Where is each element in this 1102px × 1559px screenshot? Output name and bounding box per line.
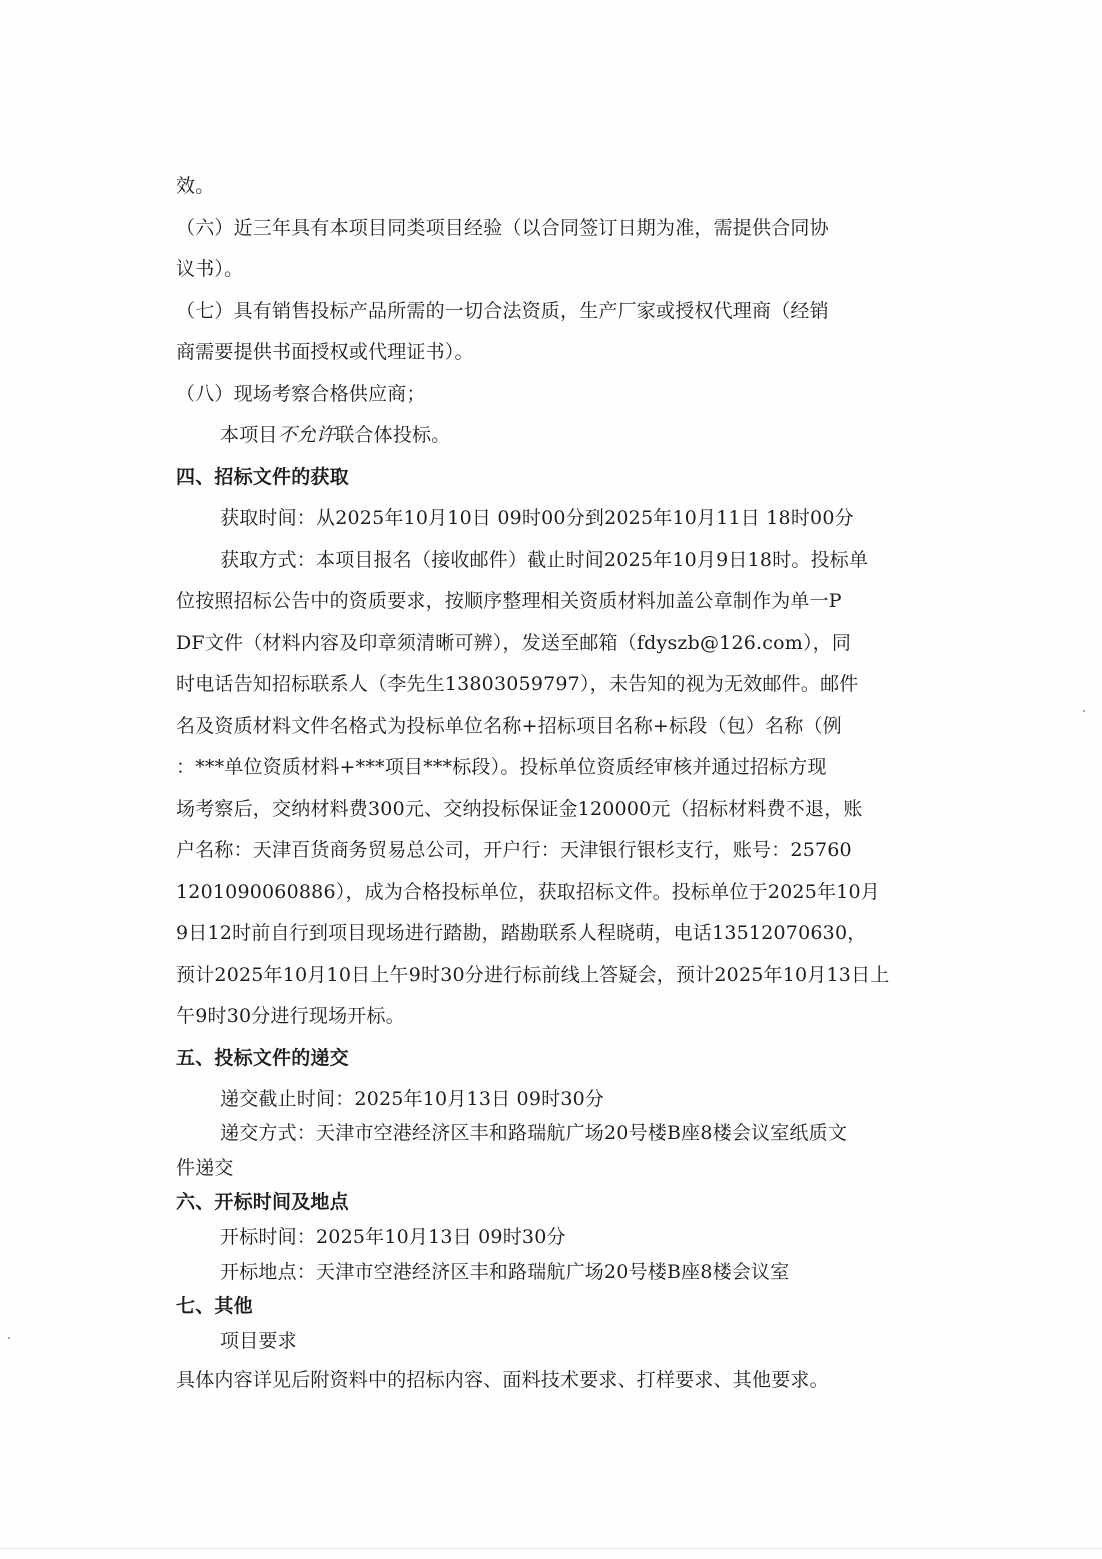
text-line: 递交方式：天津市空港经济区丰和路瑞航广场20号楼B座8楼会议室纸质文 [220, 1122, 848, 1144]
text-line: 商需要提供书面授权或代理证书）。 [176, 341, 474, 363]
section-heading-7: 七、其他 [176, 1295, 253, 1317]
text-line: 具体内容详见后附资料中的招标内容、面料技术要求、打样要求、其他要求。 [176, 1369, 829, 1391]
text-line: （六）近三年具有本项目同类项目经验（以合同签订日期为准，需提供合同协 [176, 217, 829, 239]
emphasis-text: 不允许 [277, 424, 336, 446]
text-line: 获取方式：本项目报名（接收邮件）截止时间2025年10月9日18时。投标单 [220, 549, 869, 571]
text-line: 件递交 [176, 1157, 234, 1179]
section-heading-5: 五、投标文件的递交 [176, 1047, 349, 1069]
text-line: 位按照招标公告中的资质要求，按顺序整理相关资质材料加盖公章制作为单一P [176, 590, 842, 612]
text-line: 项目要求 [220, 1330, 297, 1352]
text-line: 获取时间：从2025年10月10日 09时00分到2025年10月11日 18时00分 [220, 507, 854, 529]
text-line: 议书）。 [176, 258, 244, 280]
text-line: 时电话告知招标联系人（李先生13803059797），未告知的视为无效邮件。邮件 [176, 673, 859, 695]
scan-artifact-dot [1083, 710, 1085, 712]
text-line: 午9时30分进行现场开标。 [176, 1005, 405, 1027]
text-fragment: 联合体投标。 [335, 424, 451, 446]
text-line: 1201090060886），成为合格投标单位，获取招标文件。投标单位于2025年10月 [176, 881, 880, 903]
text-line: 开标时间：2025年10月13日 09时30分 [220, 1226, 566, 1248]
text-line: （七）具有销售投标产品所需的一切合法资质，生产厂家或授权代理商（经销 [176, 300, 829, 322]
text-line: 9日12时前自行到项目现场进行踏勘，踏勘联系人程晓萌，电话13512070630， [176, 922, 867, 944]
text-line: 效。 [176, 175, 215, 197]
text-fragment: 本项目 [220, 424, 278, 446]
scan-artifact-dot [8, 1337, 10, 1339]
section-heading-4: 四、招标文件的获取 [176, 466, 349, 488]
text-line: 名及资质材料文件名格式为投标单位名称+招标项目名称+标段（包）名称（例 [176, 715, 842, 737]
text-line: ：***单位资质材料+***项目***标段）。投标单位资质经审核并通过招标方现 [176, 756, 827, 778]
text-line: 户名称：天津百货商务贸易总公司，开户行：天津银行银杉支行，账号：25760 [176, 839, 852, 861]
text-line: 预计2025年10月10日上午9时30分进行标前线上答疑会，预计2025年10月13日上 [176, 964, 890, 986]
consortium-line [220, 423, 450, 447]
section-heading-6: 六、开标时间及地点 [176, 1191, 349, 1213]
text-line: 场考察后，交纳材料费300元、交纳投标保证金120000元（招标材料费不退，账 [176, 798, 863, 820]
scan-edge-line [0, 1548, 1102, 1549]
text-line: （八）现场考察合格供应商； [176, 383, 426, 405]
text-line: 开标地点：天津市空港经济区丰和路瑞航广场20号楼B座8楼会议室 [220, 1261, 790, 1283]
text-line: DF文件（材料内容及印章须清晰可辨），发送至邮箱（fdyszb@126.com），同 [176, 632, 852, 654]
text-line: 递交截止时间：2025年10月13日 09时30分 [220, 1088, 605, 1110]
